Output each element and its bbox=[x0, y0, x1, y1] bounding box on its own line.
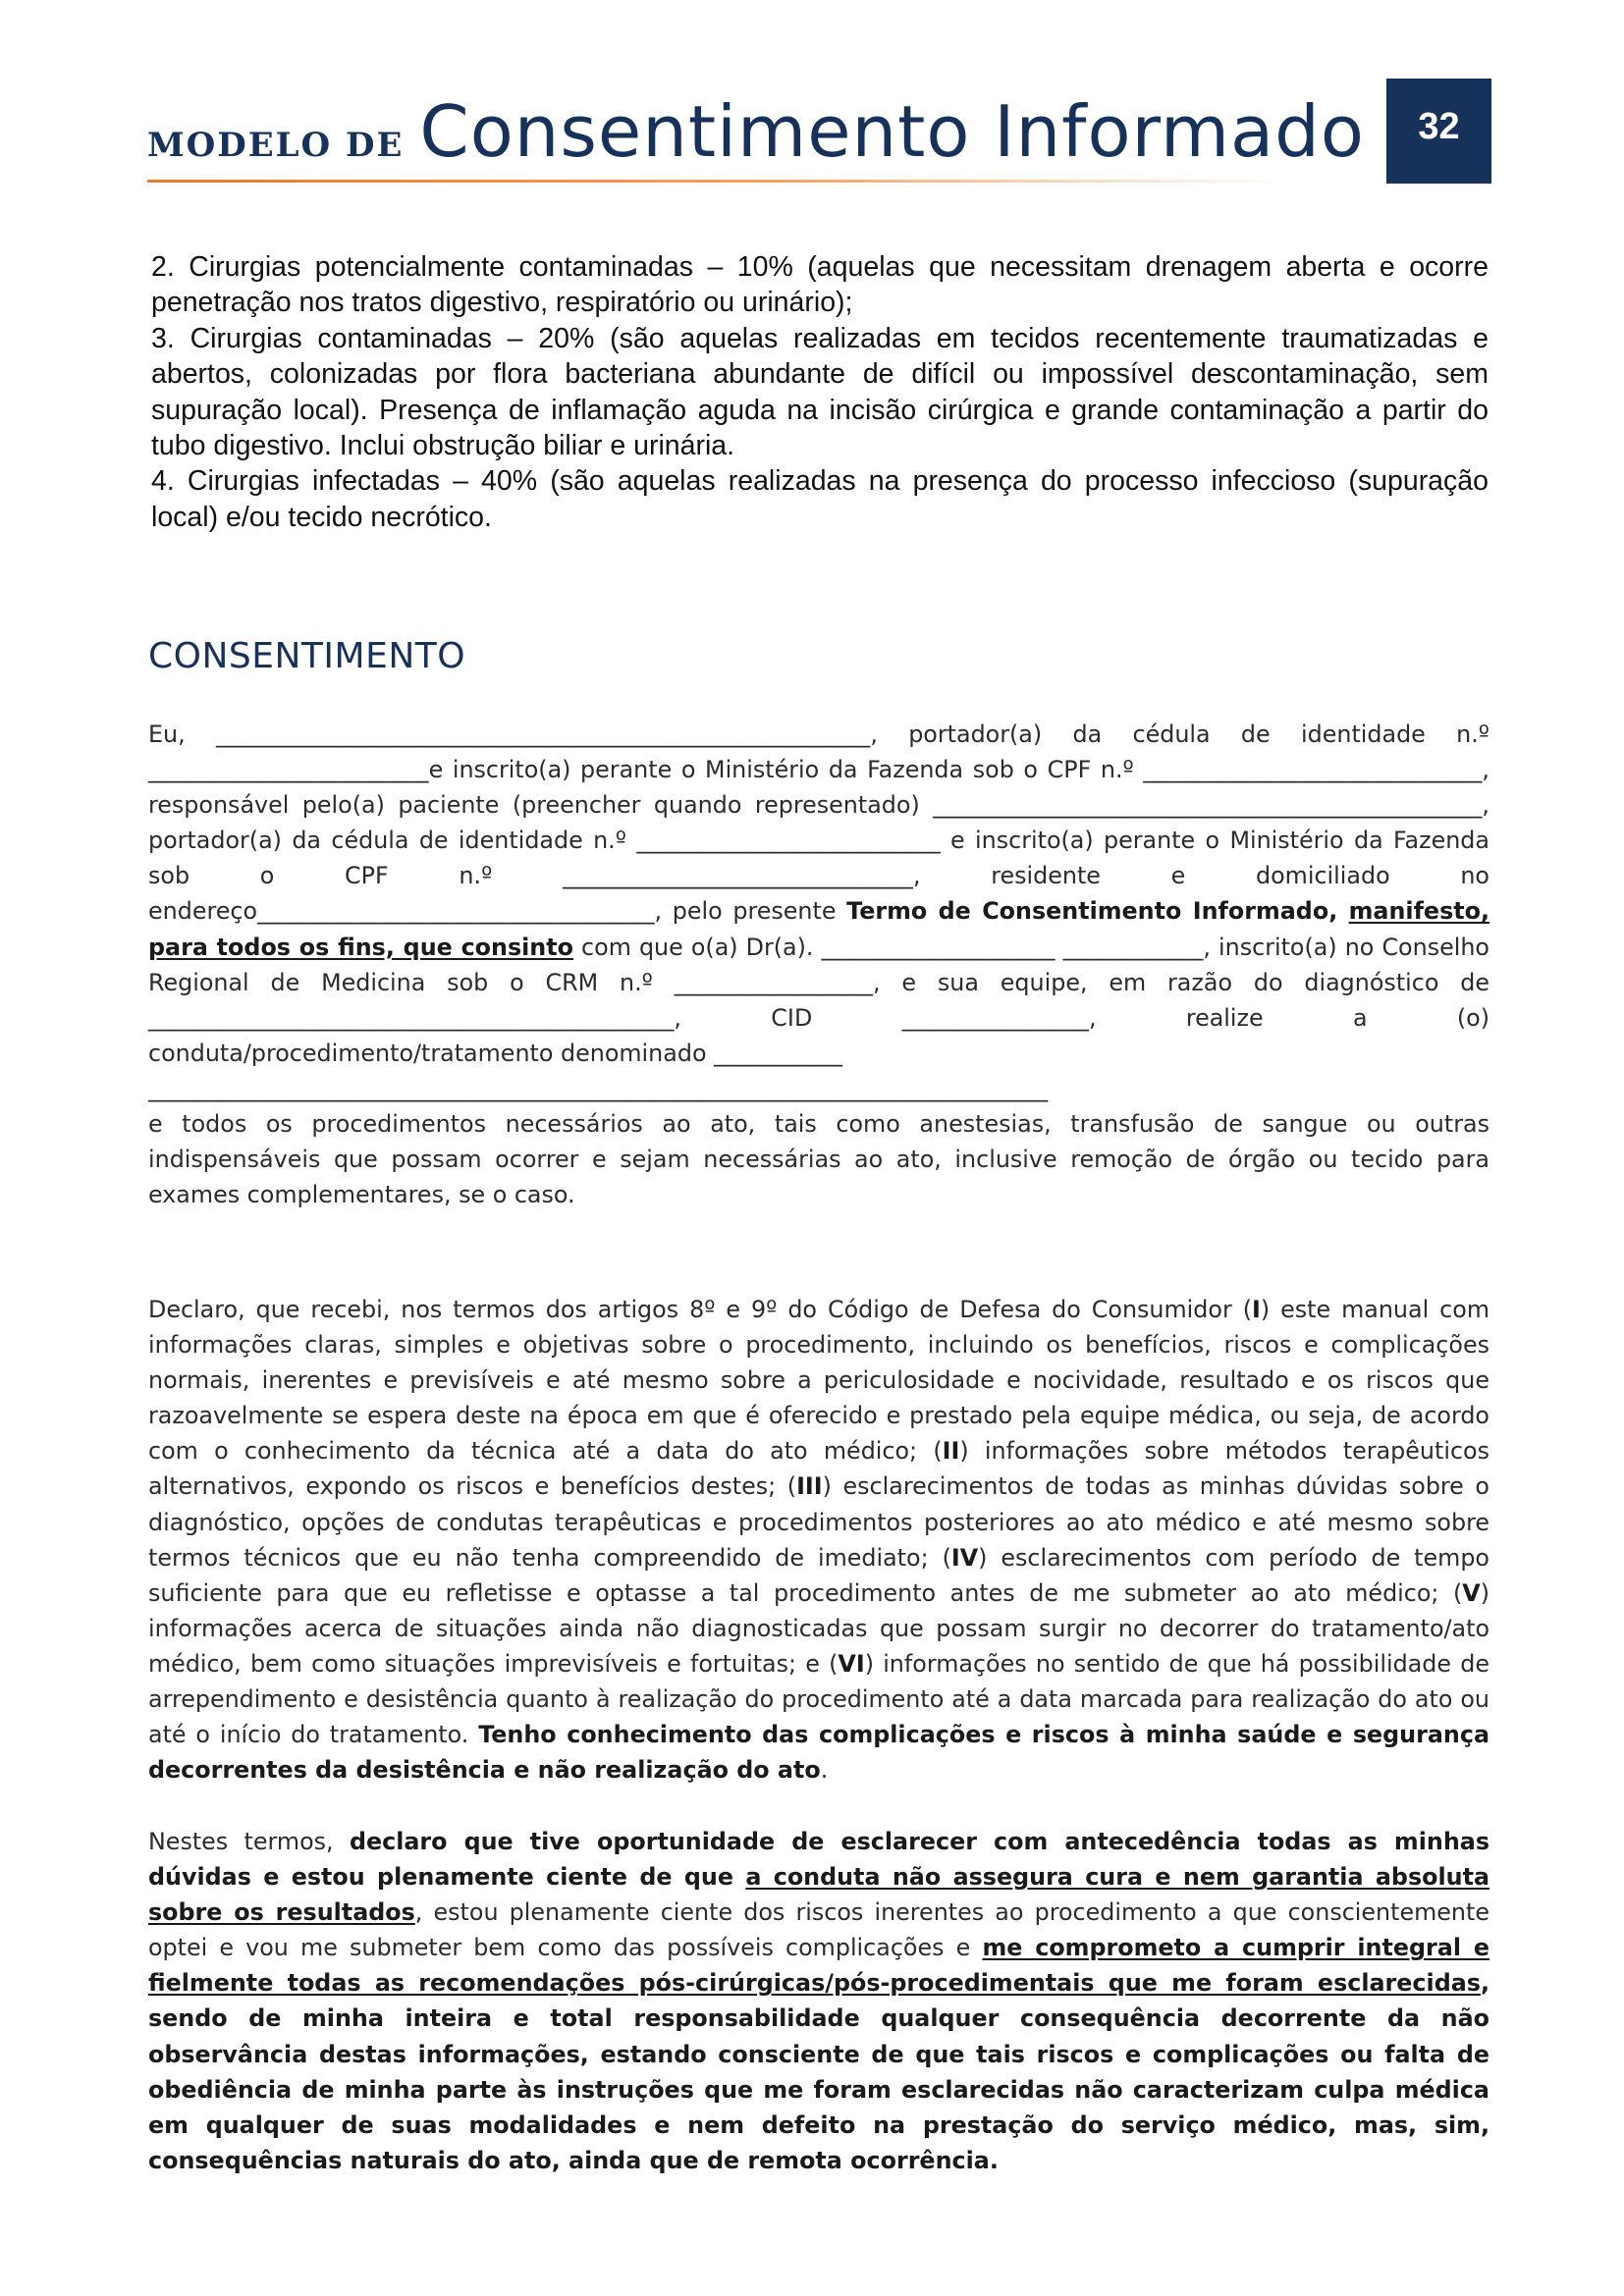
term-name-bold: Termo de Consentimento Informado, bbox=[846, 897, 1349, 926]
roman-numeral: VI bbox=[838, 1649, 865, 1678]
list-item: 4. Cirurgias infectadas – 40% (são aquelas realizadas na presença do processo infeccioso (supuração local) e/ou tecido necrótico. bbox=[151, 465, 1489, 533]
page-number-badge bbox=[1386, 79, 1491, 184]
page-number: 32 bbox=[1418, 106, 1460, 147]
title-prefix: MODELO DE bbox=[147, 126, 405, 165]
roman-numeral: I bbox=[1252, 1296, 1261, 1323]
declaration-fields-text: Eu, ________________________________________________________, portador(a) da cédula de identidade n.º ________________________e inscrito(a) perante o Ministério da Fazenda sob o CPF n.º _____________________________, responsável pelo(a) paciente (preencher quando representado) _______________________________________________, portador(a) da cédula de identidade n.º __________________________ e inscrito(a) perante o Ministério da Fazenda sob o CPF n.º ______________________________, residente e domiciliado no endereço__________________________________, pelo presente bbox=[148, 721, 1489, 926]
infection-rate-list bbox=[151, 249, 1489, 535]
information-received-paragraph bbox=[148, 1292, 1489, 1788]
consent-declaration-paragraph bbox=[148, 717, 1489, 1212]
roman-numeral: III bbox=[796, 1472, 823, 1501]
document-title bbox=[147, 90, 1365, 173]
roman-numeral: IV bbox=[950, 1543, 979, 1572]
section-heading-consentimento: CONSENTIMENTO bbox=[148, 636, 466, 676]
roman-numeral: V bbox=[1462, 1578, 1481, 1607]
commitment-underlined: me comprometo a cumprir integral e fielmente todas as recomendações pós-cirúrgicas/pós-procedimentais que me foram esclarecidas bbox=[148, 1934, 1489, 1998]
acknowledgement-paragraph bbox=[148, 1824, 1489, 2178]
risks-awareness-bold: Tenho conhecimento das complicações e riscos à minha saúde e segurança decorrentes da desistência e não realização do ato bbox=[148, 1721, 1489, 1785]
roman-numeral: II bbox=[942, 1437, 960, 1466]
title-main: Consentimento Informado bbox=[419, 90, 1365, 173]
consent-declaration-text bbox=[148, 717, 1489, 1071]
no-cure-guarantee-underlined: a conduta não assegura cura e nem garantia absoluta sobre os resultados bbox=[148, 1863, 1490, 1927]
doctor-fields-text: com que o(a) Dr(a). ____________________ ____________, inscrito(a) no Conselho Regional de Medicina sob o CRM n.º _________________, e sua equipe, em razão do diagnóstico de _____________________________________________, CID ________________, realize a (o) conduta/procedimento/tratamento denominado ___________ bbox=[148, 933, 1489, 1067]
procedure-blank-line: _____________________________________________________________________________ bbox=[148, 1074, 1049, 1102]
consent-statement-underlined: manifesto, para todos os fins, que consinto bbox=[148, 897, 1489, 961]
acknowledgement-text: Nestes termos, declaro que tive oportunidade de esclarecer com antecedência todas as minhas dúvidas e estou plenamente ciente de que a conduta não assegura cura e nem garantia absoluta sobre os resultados, estou plenamente ciente dos riscos inerentes ao procedimento a que conscientemente optei e vou me submeter bem como das possíveis complicações e me comprometo a cumprir integral e fielmente todas as recomendações pós-cirúrgicas/pós-procedimentais que me foram esclarecidas, sendo de minha inteira e total responsabilidade qualquer consequência decorrente da não observância destas informações, estando consciente de que tais riscos e complicações ou falta de obediência de minha parte às instruções que me foram esclarecidas não caracterizam culpa médica em qualquer de suas modalidades e nem defeito na prestação do serviço médico, mas, sim, consequências naturais do ato, ainda que de remota ocorrência. bbox=[148, 1828, 1490, 2174]
information-received-text: Declaro, que recebi, nos termos dos artigos 8º e 9º do Código de Defesa do Consumidor (I) este manual com informações claras, simples e objetivas sobre o procedimento, incluindo os benefícios, riscos e complicações normais, inerentes e previsíveis e até mesmo sobre a periculosidade e nocividade, resultado e os riscos que razoavelmente se espera deste na época em que é oferecido e prestado pela equipe médica, ou seja, de acordo com o conhecimento da técnica até a data do ato médico; (II) informações sobre métodos terapêuticos alternativos, expondo os riscos e benefícios destes; (III) esclarecimentos de todas as minhas dúvidas sobre o diagnóstico, opções de condutas terapêuticas e procedimentos posteriores ao ato médico e até mesmo sobre termos técnicos que eu não tenha compreendido de imediato; (IV) esclarecimentos com período de tempo suficiente para que eu refletisse e optasse a tal procedimento antes de me submeter ao ato médico; (V) informações acerca de situações ainda não diagnosticadas que possam surgir no decorrer do tratamento/ato médico, bem como situações imprevisíveis e fortuitas; e (VI) informações no sentido de que há possibilidade de arrependimento e desistência quanto à realização do procedimento até a data marcada para realização do ato ou até o início do tratamento. Tenho conhecimento das complicações e riscos à minha saúde e segurança decorrentes da desistência e não realização do ato. bbox=[148, 1296, 1490, 1785]
list-item: 2. Cirurgias potencialmente contaminadas – 10% (aquelas que necessitam drenagem aberta e ocorre penetração nos tratos digestivo, respiratório ou urinário); bbox=[151, 251, 1489, 319]
title-underline-divider bbox=[147, 180, 1286, 183]
responsibility-bold: , sendo de minha inteira e total responsabilidade qualquer consequência decorrente da não observância destas informações, estando consciente de que tais riscos e complicações ou falta de obediência de minha parte às instruções que me foram esclarecidas não caracterizam culpa médica em qualquer de suas modalidades e nem defeito na prestação do serviço médico, mas, sim, consequências naturais do ato, ainda que de remota ocorrência. bbox=[148, 1969, 1489, 2174]
procedures-scope-text: e todos os procedimentos necessários ao ato, tais como anestesias, transfusão de sangue ou outras indispensáveis que possam ocorrer e sejam necessárias ao ato, inclusive remoção de órgão ou tecido para exames complementares, se o caso. bbox=[148, 1110, 1489, 1209]
list-item: 3. Cirurgias contaminadas – 20% (são aquelas realizadas em tecidos recentemente traumatizadas e abertos, colonizadas por flora bacteriana abundante de difícil ou impossível descontaminação, sem supuração local). Presença de inflamação aguda na incisão cirúrgica e grande contaminação a partir do tubo digestivo. Inclui obstrução biliar e urinária. bbox=[151, 322, 1489, 462]
page-header bbox=[147, 79, 1492, 187]
